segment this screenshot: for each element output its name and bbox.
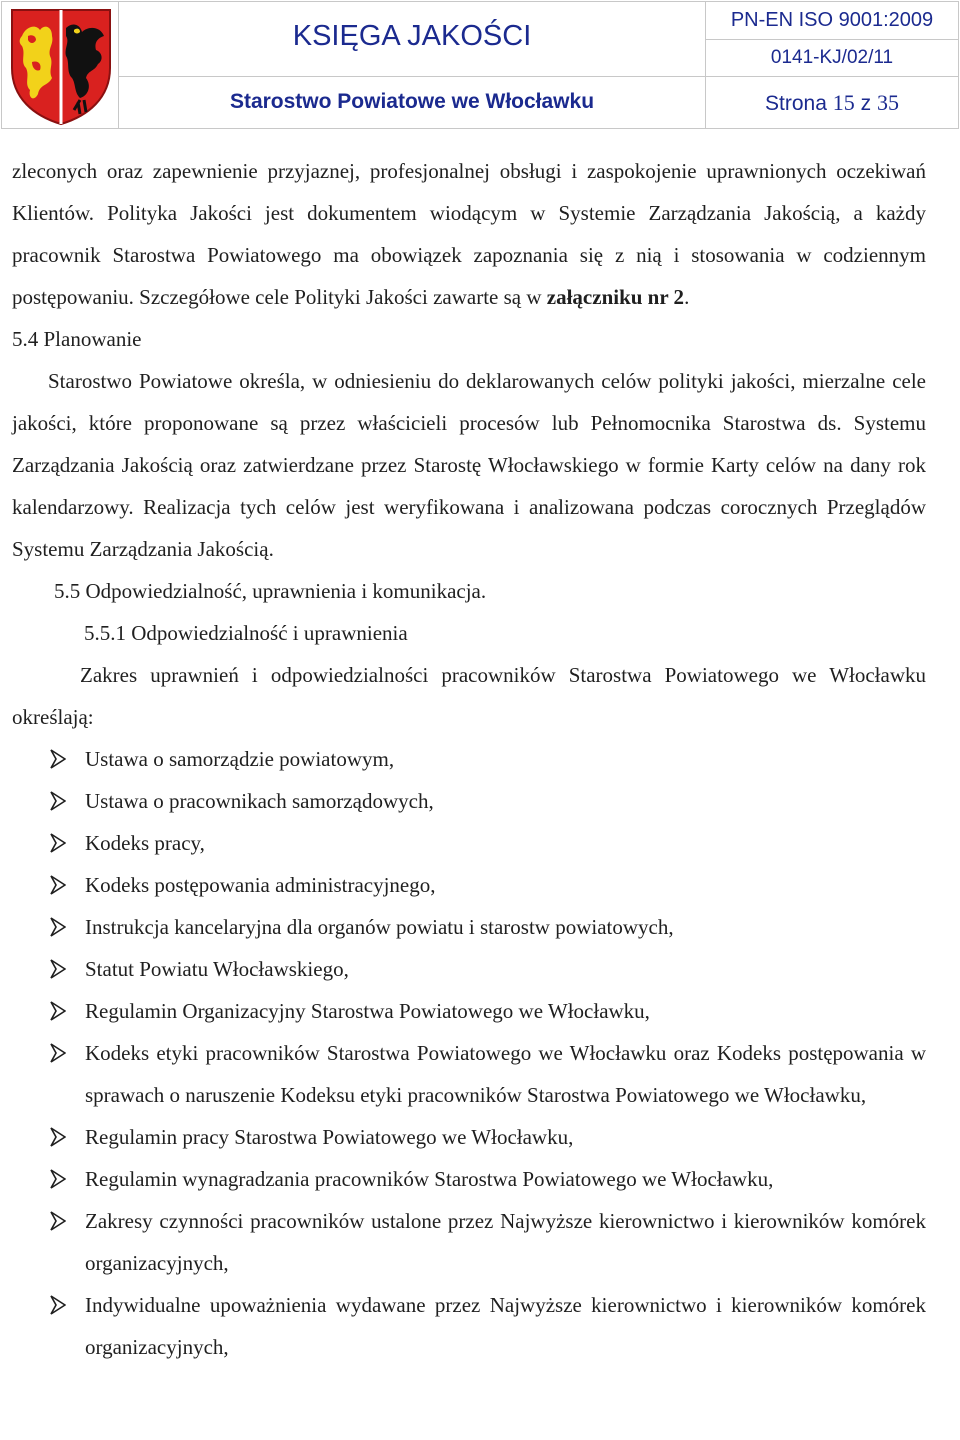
list-item [12,948,926,990]
list-item [12,738,926,780]
list-item [12,906,926,948]
intro-paragraph [12,150,926,318]
logo-cell [1,1,119,129]
planning-paragraph: Starostwo Powiatowe określa, w odniesieniu do deklarowanych celów polityki jakości, mierzalne cele jakości, które proponowane są przez właścicieli procesów lub Pełnomocnika Starostwa ds. Systemu Zarządzania Jakością oraz zatwierdzane przez Starostę Włocławskiego w formie Karty celów na dany rok kalendarzowy. Realizacja tych celów jest weryfikowana i analizowana podczas corocznych Przeglądów Systemu Zarządzania Jakością. [12,369,926,561]
list-item [12,1284,926,1368]
list-item-text: Regulamin pracy Starostwa Powiatowego we Włocławku, [85,1125,574,1149]
doc-code: 0141-KJ/02/11 [770,47,894,68]
document-body [12,150,926,1368]
page-separator: z [860,92,872,115]
arrowhead-bullet-icon [50,875,66,895]
list-item-text: Statut Powiatu Włocławskiego, [85,957,349,981]
arrowhead-bullet-icon [50,1127,66,1147]
section-heading-5-4: 5.4 Planowanie [12,327,142,351]
list-item [12,1200,926,1284]
list-item [12,990,926,1032]
list-item [12,1158,926,1200]
standard-cell [705,1,959,40]
arrowhead-bullet-icon [50,1001,66,1021]
list-item [12,1032,926,1116]
intro-end: . [684,285,690,309]
list-item-text: Kodeks postępowania administracyjnego, [85,873,436,897]
section-heading-5-5: 5.5 Odpowiedzialność, uprawnienia i komunikacja. [54,579,487,603]
office-cell [118,76,706,129]
doc-code-cell [705,39,959,77]
scope-paragraph: Zakres uprawnień i odpowiedzialności pracowników Starostwa Powiatowego we Włocławku określają: [12,663,926,729]
list-item-text: Instrukcja kancelaryjna dla organów powiatu i starostw powiatowych, [85,915,674,939]
list-item-text: Kodeks etyki pracowników Starostwa Powiatowego we Włocławku oraz Kodeks postępowania w sprawach o naruszenie Kodeksu etyki pracowników Starostwa Powiatowego we Włocławku, [85,1041,926,1107]
list-item [12,822,926,864]
intro-text: zleconych oraz zapewnienie przyjaznej, profesjonalnej obsługi i zaspokojenie uprawnionych oczekiwań Klientów. Polityka Jakości jest dokumentem wiodącym w Systemie Zarządzania Jakością, a każdy pracownik Starostwa Powiatowego ma obowiązek zapoznania się z nią i stosowania w codziennym postępowaniu. Szczegółowe cele Polityki Jakości zawarte są w [12,159,926,309]
arrowhead-bullet-icon [50,791,66,811]
page-current: 15 [832,90,855,115]
list-item-text: Regulamin Organizacyjny Starostwa Powiatowego we Włocławku, [85,999,650,1023]
document-title: KSIĘGA JAKOŚCI [292,20,532,52]
arrowhead-bullet-icon [50,959,66,979]
arrowhead-bullet-icon [50,833,66,853]
list-item-text: Regulamin wynagradzania pracowników Starostwa Powiatowego we Włocławku, [85,1167,774,1191]
list-item [12,1116,926,1158]
section-heading-5-5-1: 5.5.1 Odpowiedzialność i uprawnienia [84,621,408,645]
arrowhead-bullet-icon [50,1211,66,1231]
arrowhead-bullet-icon [50,749,66,769]
arrowhead-bullet-icon [50,1295,66,1315]
office-name: Starostwo Powiatowe we Włocławku [229,90,595,113]
page-total: 35 [876,90,899,115]
title-cell [118,1,706,77]
list-item-text: Ustawa o pracownikach samorządowych, [85,789,434,813]
annex-reference: załączniku nr 2 [546,285,685,309]
document-header [0,0,960,130]
list-item-text: Zakresy czynności pracowników ustalone przez Najwyższe kierownictwo i kierowników komórek organizacyjnych, [85,1209,926,1275]
list-item-text: Kodeks pracy, [85,831,205,855]
page-label: Strona [765,92,827,115]
list-item-text: Indywidualne upoważnienia wydawane przez Najwyższe kierownictwo i kierowników komórek organizacyjnych, [85,1293,926,1359]
list-item [12,780,926,822]
coat-of-arms-logo [8,6,114,126]
list-item [12,864,926,906]
arrowhead-bullet-icon [50,1043,66,1063]
arrowhead-bullet-icon [50,1169,66,1189]
regulations-list [12,738,926,1368]
list-item-text: Ustawa o samorządzie powiatowym, [85,747,395,771]
arrowhead-bullet-icon [50,917,66,937]
page-number [706,90,958,116]
standard-label: PN-EN ISO 9001:2009 [730,9,934,31]
page-number-cell [705,76,959,129]
